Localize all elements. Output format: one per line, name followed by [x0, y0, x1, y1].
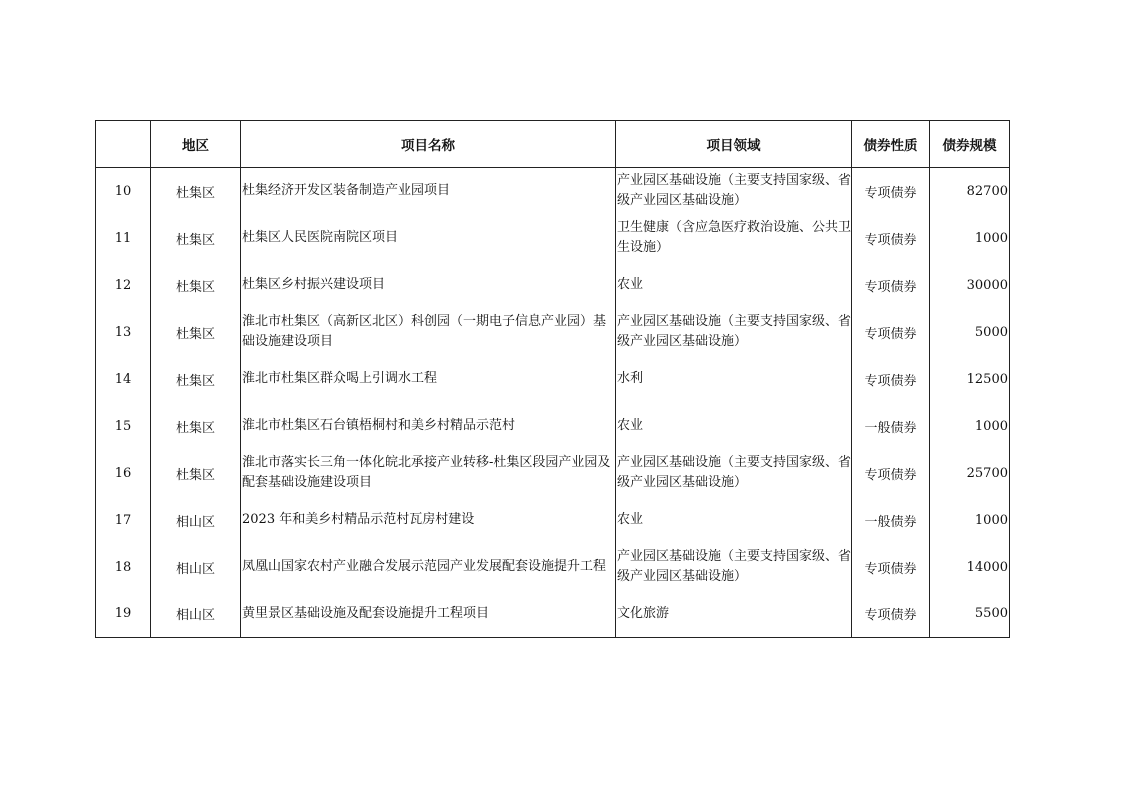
table-row	[96, 309, 1010, 356]
row-bond-amount: 25700	[930, 450, 1010, 497]
table-row	[96, 403, 1010, 450]
table-row	[96, 168, 1010, 215]
row-number: 18	[96, 544, 151, 591]
row-bond-amount: 30000	[930, 262, 1010, 309]
table-row	[96, 497, 1010, 544]
header-bond-type: 债券性质	[852, 121, 930, 168]
header-region: 地区	[151, 121, 241, 168]
row-region: 杜集区	[151, 403, 241, 450]
table-row	[96, 450, 1010, 497]
row-bond-amount: 1000	[930, 215, 1010, 262]
row-region: 杜集区	[151, 215, 241, 262]
table-row	[96, 544, 1010, 591]
row-region: 相山区	[151, 544, 241, 591]
row-project-field: 产业园区基础设施（主要支持国家级、省级产业园区基础设施）	[616, 309, 852, 356]
bond-projects-table	[95, 120, 1010, 638]
table-row	[96, 262, 1010, 309]
row-bond-amount: 14000	[930, 544, 1010, 591]
row-bond-type: 专项债券	[852, 356, 930, 403]
row-bond-type: 专项债券	[852, 168, 930, 215]
row-number: 19	[96, 591, 151, 638]
row-region: 相山区	[151, 497, 241, 544]
row-number: 11	[96, 215, 151, 262]
row-project-name: 杜集区乡村振兴建设项目	[241, 262, 616, 309]
row-project-name: 黄里景区基础设施及配套设施提升工程项目	[241, 591, 616, 638]
header-project-name: 项目名称	[241, 121, 616, 168]
row-project-field: 农业	[616, 497, 852, 544]
row-region: 杜集区	[151, 262, 241, 309]
row-project-name: 淮北市杜集区群众喝上引调水工程	[241, 356, 616, 403]
row-project-field: 水利	[616, 356, 852, 403]
header-project-field: 项目领域	[616, 121, 852, 168]
row-project-name: 淮北市落实长三角一体化皖北承接产业转移-杜集区段园产业园及配套基础设施建设项目	[241, 450, 616, 497]
row-region: 杜集区	[151, 309, 241, 356]
row-project-field: 农业	[616, 262, 852, 309]
row-number: 10	[96, 168, 151, 215]
table-header-row	[96, 121, 1010, 168]
row-project-field: 产业园区基础设施（主要支持国家级、省级产业园区基础设施）	[616, 168, 852, 215]
row-bond-type: 专项债券	[852, 309, 930, 356]
row-number: 12	[96, 262, 151, 309]
row-project-field: 农业	[616, 403, 852, 450]
row-number: 13	[96, 309, 151, 356]
row-region: 杜集区	[151, 450, 241, 497]
row-number: 15	[96, 403, 151, 450]
row-project-field: 产业园区基础设施（主要支持国家级、省级产业园区基础设施）	[616, 450, 852, 497]
header-no	[96, 121, 151, 168]
row-project-field: 卫生健康（含应急医疗救治设施、公共卫生设施）	[616, 215, 852, 262]
row-bond-amount: 1000	[930, 403, 1010, 450]
row-bond-type: 专项债券	[852, 262, 930, 309]
row-project-field: 产业园区基础设施（主要支持国家级、省级产业园区基础设施）	[616, 544, 852, 591]
row-bond-type: 专项债券	[852, 544, 930, 591]
row-bond-amount: 5000	[930, 309, 1010, 356]
row-bond-type: 专项债券	[852, 215, 930, 262]
table-row	[96, 591, 1010, 638]
row-number: 17	[96, 497, 151, 544]
row-number: 16	[96, 450, 151, 497]
row-bond-amount: 1000	[930, 497, 1010, 544]
row-bond-type: 一般债券	[852, 403, 930, 450]
row-project-field: 文化旅游	[616, 591, 852, 638]
row-bond-type: 一般债券	[852, 497, 930, 544]
row-project-name: 凤凰山国家农村产业融合发展示范园产业发展配套设施提升工程	[241, 544, 616, 591]
row-project-name: 杜集经济开发区装备制造产业园项目	[241, 168, 616, 215]
row-region: 杜集区	[151, 168, 241, 215]
row-bond-amount: 12500	[930, 356, 1010, 403]
header-bond-amount: 债券规模	[930, 121, 1010, 168]
row-bond-amount: 82700	[930, 168, 1010, 215]
row-region: 杜集区	[151, 356, 241, 403]
row-project-name: 淮北市杜集区石台镇梧桐村和美乡村精品示范村	[241, 403, 616, 450]
row-project-name: 淮北市杜集区（高新区北区）科创园（一期电子信息产业园）基础设施建设项目	[241, 309, 616, 356]
row-project-name: 2023 年和美乡村精品示范村瓦房村建设	[241, 497, 616, 544]
row-bond-amount: 5500	[930, 591, 1010, 638]
row-number: 14	[96, 356, 151, 403]
table-row	[96, 356, 1010, 403]
row-region: 相山区	[151, 591, 241, 638]
row-bond-type: 专项债券	[852, 450, 930, 497]
table-row	[96, 215, 1010, 262]
row-project-name: 杜集区人民医院南院区项目	[241, 215, 616, 262]
row-bond-type: 专项债券	[852, 591, 930, 638]
